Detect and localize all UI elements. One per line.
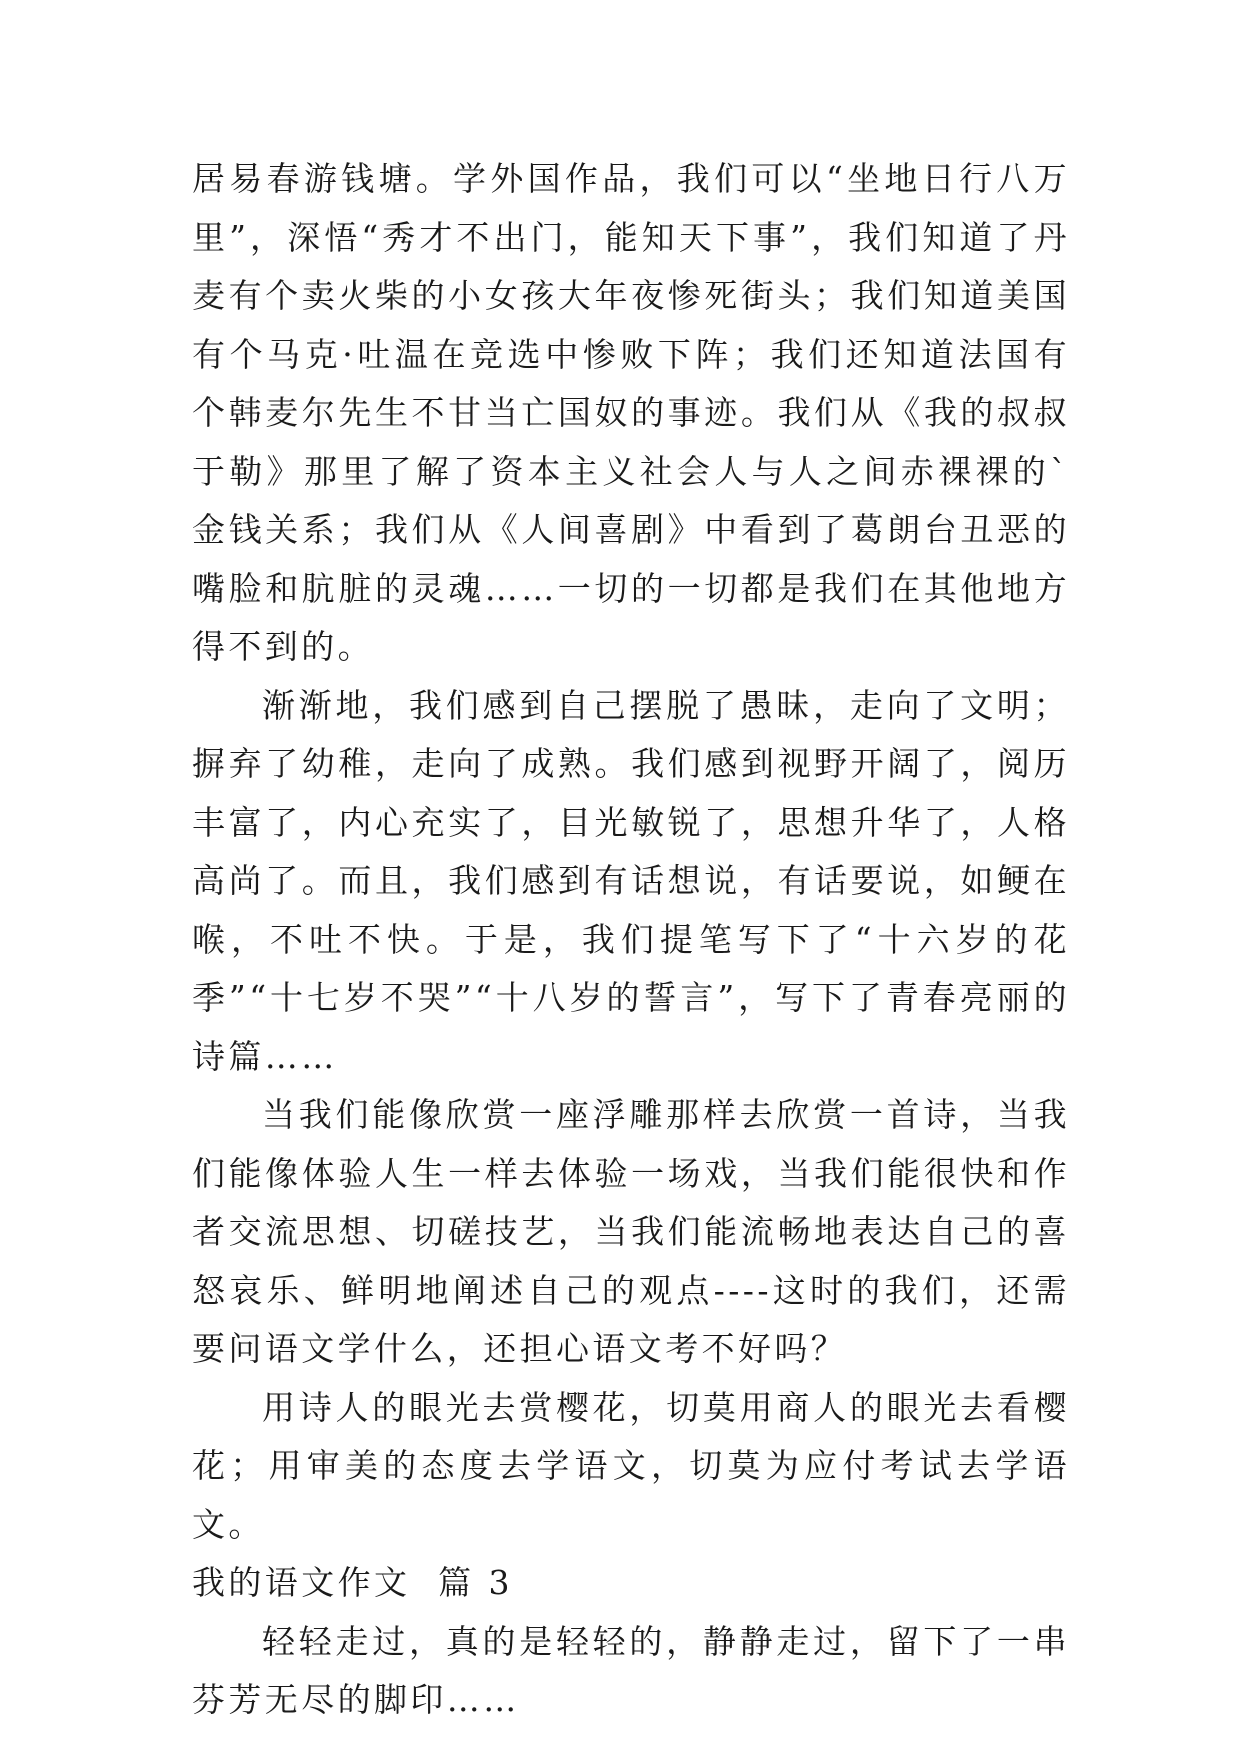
document-page: [192, 150, 1070, 1730]
paragraph-4: 用诗人的眼光去赏樱花，切莫用商人的眼光去看樱花；用审美的态度去学语文，切莫为应付考试去学语文。: [192, 1387, 1070, 1544]
paragraph-2: 渐渐地，我们感到自己摆脱了愚昧，走向了文明；摒弃了幼稚，走向了成熟。我们感到视野开阔了，阅历丰富了，内心充实了，目光敏锐了，思想升华了，人格高尚了。而且，我们感到有话想说，有话要说，如鲠在喉，不吐不快。于是，我们提笔写下了“十六岁的花季”“十七岁不哭”“十八岁的誓言”，写下了青春亮丽的诗篇……: [192, 685, 1070, 1076]
paragraph-3: 当我们能像欣赏一座浮雕那样去欣赏一首诗，当我们能像体验人生一样去体验一场戏，当我们能很快和作者交流思想、切磋技艺，当我们能流畅地表达自己的喜怒哀乐、鲜明地阐述自己的观点----这时的我们，还需要问语文学什么，还担心语文考不好吗？: [192, 1095, 1070, 1368]
paragraph-1: 居易春游钱塘。学外国作品，我们可以“坐地日行八万里”，深悟“秀才不出门，能知天下事”，我们知道了丹麦有个卖火柴的小女孩大年夜惨死街头；我们知道美国有个马克·吐温在竞选中惨败下阵；我们还知道法国有个韩麦尔先生不甘当亡国奴的事迹。我们从《我的叔叔于勒》那里了解了资本主义社会人与人之间赤裸裸的`金钱关系；我们从《人间喜剧》中看到了葛朗台丑恶的嘴脸和肮脏的灵魂……一切的一切都是我们在其他地方得不到的。: [192, 159, 1070, 666]
section-heading: 我的语文作文 篇 3: [192, 1563, 513, 1602]
paragraph-5: 轻轻走过，真的是轻轻的，静静走过，留下了一串芬芳无尽的脚印……: [192, 1621, 1070, 1719]
